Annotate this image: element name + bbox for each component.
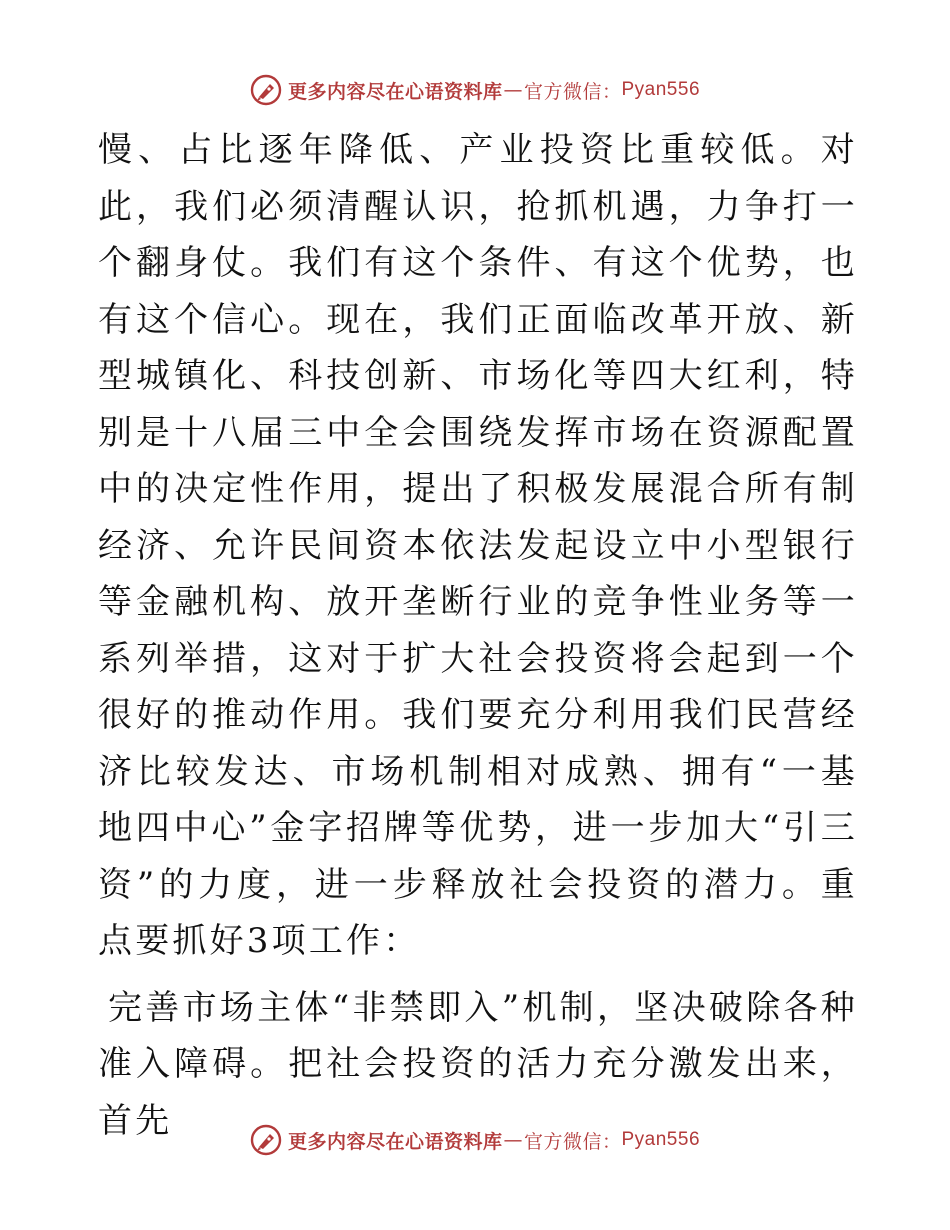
banner-official-label: 官方微信： — [523, 1130, 622, 1153]
body-paragraph-2: 完善市场主体“非禁即入”机制，坚决破除各种准入障碍。把社会投资的活力充分激发出来，首先 — [98, 987, 858, 1141]
banner-account-id: Pyan556 — [621, 79, 701, 100]
footer-watermark-banner — [0, 1118, 950, 1162]
banner-site-name: 更多内容尽在心语资料库 — [287, 80, 503, 103]
document-body — [98, 122, 858, 1149]
banner-site-name: 更多内容尽在心语资料库 — [287, 1130, 503, 1153]
banner-separator: — — [503, 1129, 523, 1151]
banner-separator: — — [503, 79, 523, 101]
header-watermark-banner — [0, 68, 950, 112]
pen-nib-logo-icon — [250, 74, 282, 106]
body-paragraph-1: 慢、占比逐年降低、产业投资比重较低。对此，我们必须清醒认识，抢抓机遇，力争打一个翻身仗。我们有这个条件、有这个优势，也有这个信心。现在，我们正面临改革开放、新型城镇化、科技创新、市场化等四大红利，特别是十八届三中全会围绕发挥市场在资源配置中的决定性作用，提出了积极发展混合所有制经济、允许民间资本依法发起设立中小型银行等金融机构、放开垄断行业的竞争性业务等一系列举措，这对于扩大社会投资将会起到一个很好的推动作用。我们要充分利用我们民营经济比较发达、市场机制相对成熟、拥有“一基地四中心”金字招牌等优势，进一步加大“引三资”的力度，进一步释放社会投资的潜力。重点要抓好3项工作： — [98, 130, 858, 961]
banner-account-id: Pyan556 — [621, 1129, 701, 1150]
banner-official-label: 官方微信： — [523, 80, 622, 103]
pen-nib-logo-icon — [250, 1124, 282, 1156]
